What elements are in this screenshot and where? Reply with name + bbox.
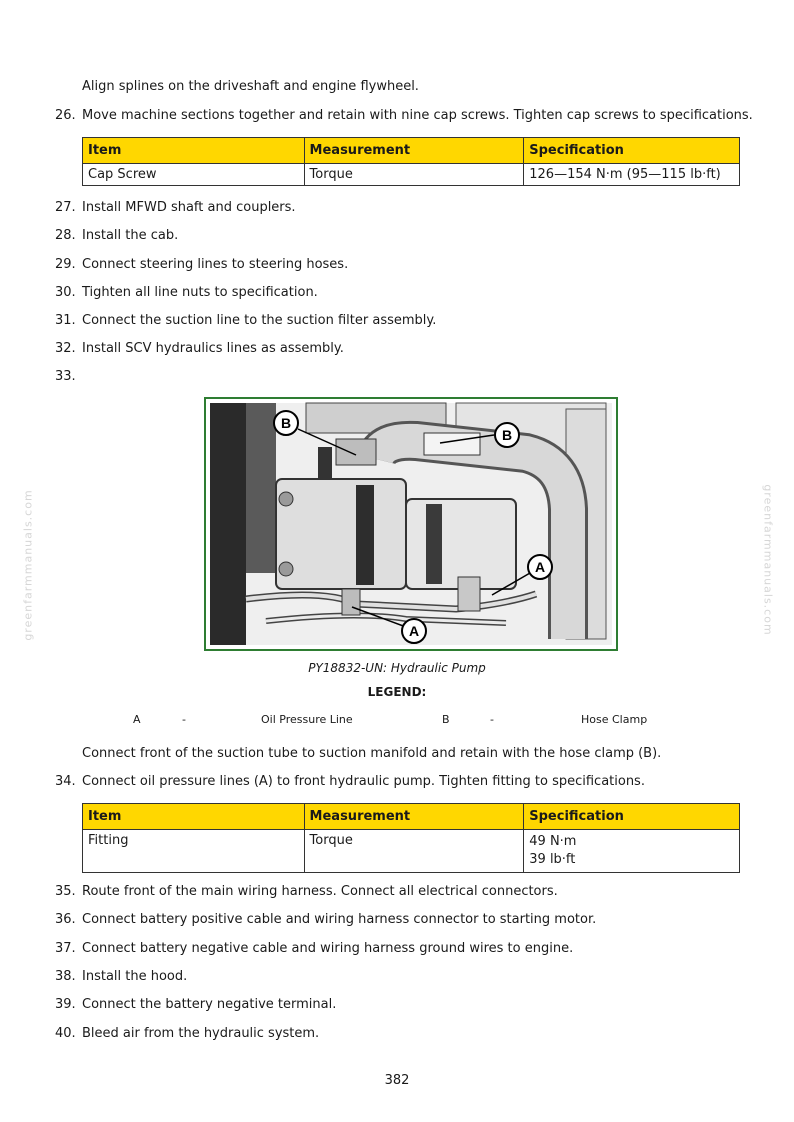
callout-a-bottom	[402, 619, 426, 643]
callout-a-right-label: A	[534, 559, 546, 575]
step-number: 38.	[55, 969, 76, 984]
step-text: Install SCV hydraulics lines as assembly.	[82, 341, 344, 356]
step-number: 30.	[55, 285, 76, 300]
table-header-row	[83, 804, 740, 830]
step-text: Connect oil pressure lines (A) to front hydraulic pump. Tighten fitting to specifications.	[82, 774, 645, 789]
step-40	[55, 1026, 319, 1041]
legend-key-b: B	[442, 713, 450, 726]
step-text: Connect steering lines to steering hoses.	[82, 257, 349, 272]
step-number: 32.	[55, 341, 76, 356]
step-33	[55, 369, 82, 384]
cell-item: Cap Screw	[83, 164, 305, 186]
step-text: Route front of the main wiring harness. Connect all electrical connectors.	[82, 884, 558, 899]
spec-line-metric: 49 N·m	[529, 834, 577, 849]
step-39	[55, 997, 336, 1012]
step-text: Move machine sections together and retain with nine cap screws. Tighten cap screws to specifications.	[82, 108, 753, 123]
step-31	[55, 313, 436, 328]
legend-label-b: Hose Clamp	[581, 713, 648, 726]
callout-b-right-label: B	[501, 427, 513, 443]
step-number: 31.	[55, 313, 76, 328]
step-text: Connect battery positive cable and wiring harness connector to starting motor.	[82, 912, 597, 927]
legend-label-a: Oil Pressure Line	[261, 713, 353, 726]
step-number: 26.	[55, 108, 76, 123]
table-header-row	[83, 138, 740, 164]
hydraulic-pump-illustration	[206, 399, 616, 649]
legend-dash-b: -	[490, 713, 494, 726]
step-text: Connect the battery negative terminal.	[82, 997, 337, 1012]
step-30	[55, 285, 318, 300]
figure-caption: PY18832-UN: Hydraulic Pump	[308, 661, 486, 675]
legend-title: LEGEND:	[367, 685, 427, 699]
step-number: 35.	[55, 884, 76, 899]
step-38	[55, 969, 187, 984]
cell-item: Fitting	[83, 830, 305, 873]
step-number: 29.	[55, 257, 76, 272]
callout-b-right	[495, 423, 519, 447]
step-37	[55, 941, 573, 956]
cell-specification: 126—154 N·m (95—115 lb·ft)	[524, 164, 740, 186]
step-34	[55, 774, 645, 789]
step-35	[55, 884, 558, 899]
step-text: Install the hood.	[82, 969, 188, 984]
step-number: 39.	[55, 997, 76, 1012]
step-number: 36.	[55, 912, 76, 927]
step-33-text: Connect front of the suction tube to suction manifold and retain with the hose clamp (B).	[82, 746, 662, 761]
header-item: Item	[83, 804, 305, 830]
watermark-left: greenfarmmanuals.com	[21, 489, 35, 641]
step-number: 28.	[55, 228, 76, 243]
callout-a-bottom-label: A	[408, 623, 420, 639]
spec-line-imperial: 39 lb·ft	[529, 852, 576, 867]
cell-measurement: Torque	[304, 164, 524, 186]
step-text: Connect battery negative cable and wiring harness ground wires to engine.	[82, 941, 574, 956]
step-29	[55, 257, 348, 272]
step-number: 34.	[55, 774, 76, 789]
step-text: Connect the suction line to the suction filter assembly.	[82, 313, 437, 328]
step-text: Install MFWD shaft and couplers.	[82, 200, 296, 215]
legend-dash-a: -	[182, 713, 186, 726]
cell-specification	[524, 830, 740, 873]
step-number: 40.	[55, 1026, 76, 1041]
fitting-spec-table	[82, 803, 740, 873]
header-measurement: Measurement	[304, 804, 524, 830]
step-text: Tighten all line nuts to specification.	[82, 285, 318, 300]
step-number: 33.	[55, 369, 76, 384]
cap-screw-spec-table	[82, 137, 740, 186]
hydraulic-pump-figure	[204, 397, 618, 651]
header-specification: Specification	[524, 804, 740, 830]
step-26	[55, 108, 753, 123]
step-32	[55, 341, 344, 356]
header-measurement: Measurement	[304, 138, 524, 164]
callout-b-left	[274, 411, 298, 435]
header-item: Item	[83, 138, 305, 164]
watermark-right: greenfarmmanuals.com	[761, 484, 775, 636]
intro-text: Align splines on the driveshaft and engine flywheel.	[82, 79, 419, 94]
table-row	[83, 164, 740, 186]
header-specification: Specification	[524, 138, 740, 164]
cell-measurement: Torque	[304, 830, 524, 873]
step-text: Bleed air from the hydraulic system.	[82, 1026, 320, 1041]
callout-a-right	[528, 555, 552, 579]
step-number: 37.	[55, 941, 76, 956]
step-28	[55, 228, 178, 243]
step-text: Install the cab.	[82, 228, 179, 243]
page-number: 382	[384, 1073, 410, 1088]
step-number: 27.	[55, 200, 76, 215]
step-36	[55, 912, 596, 927]
step-27	[55, 200, 296, 215]
legend-key-a: A	[133, 713, 141, 726]
callout-b-left-label: B	[280, 415, 292, 431]
table-row	[83, 830, 740, 873]
